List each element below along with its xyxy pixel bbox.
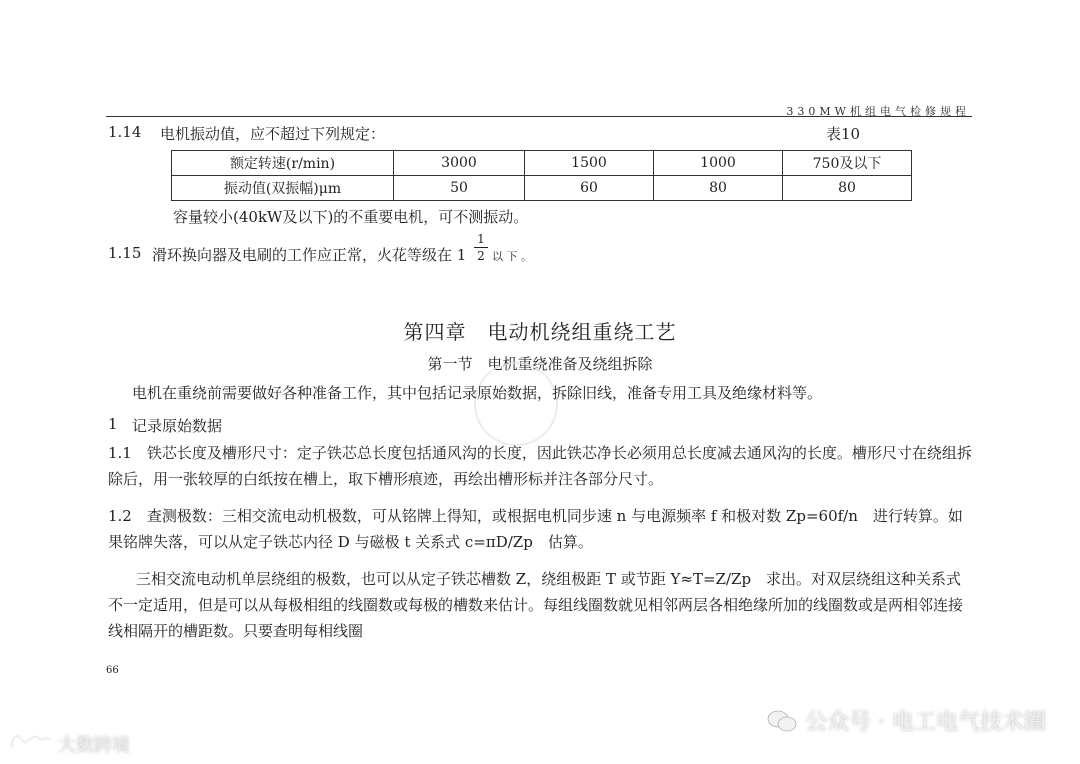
fraction-numerator: 1 [477,232,485,246]
clause-suffix-1-15: 以 下 。 [492,250,532,263]
table-cell: 额定转速(r/min) [172,151,394,176]
item-text-1-2: 查测极数：三相交流电动机极数，可从铭牌上得知，或根据电机同步速 n 与电源频率 f 和极对数 Zp=60f/n 进行转算。如果铭牌失落，可以从定子铁芯内径 D 与磁极 t 关系式 c=πD/Zp 估算。 [108,507,963,551]
watermark-stamp [474,362,558,446]
wechat-watermark-text: 公众号 · 电工电气技术圈 [805,710,1046,735]
clause-text-1-15: 滑环换向器及电刷的工作应正常，火花等级在 1 [152,246,467,264]
section-title: 第一节 电机重绕准备及绕组拆除 [427,355,653,373]
fraction-one-half [474,232,488,263]
item-1-2-paragraph [108,503,974,555]
table-cell: 750及以下 [783,151,912,176]
clause-number-1-14: 1.14 [108,123,142,141]
item-title-1: 记录原始数据 [132,417,223,435]
vibration-table [171,150,912,201]
brand-logo-icon [8,730,52,757]
fraction-denominator: 2 [477,249,485,263]
table-cell: 60 [525,176,654,201]
item-number-1-1: 1.1 [108,444,132,462]
clause-text-1-14: 电机振动值，应不超过下列规定： [160,125,386,143]
chapter-title: 第四章 电动机绕组重绕工艺 [403,320,677,344]
item-number-1-2: 1.2 [108,507,132,525]
item-text-1-1: 铁芯长度及槽形尺寸：定子铁芯总长度包括通风沟的长度，因此铁芯净长必须用总长度减去通风沟的长度。槽形尺寸在绕组拆除后，用一张较厚的白纸按在槽上，取下槽形痕迹，再绘出槽形标并注各部分尺寸。 [108,444,972,488]
fraction-bar [474,247,488,248]
single-layer-paragraph: 三相交流电动机单层绕组的极数，也可以从定子铁芯槽数 Z，绕组极距 T 或节距 Y≈T=Z/Zp 求出。对双层绕组这种关系式不一定适用，但是可以从每极相组的线圈数或每极的槽数来估计。每组线圈数就见相邻两层各相绝缘所加的线圈数或是两相邻连接线相隔开的槽距数。只要查明每相线圈 [108,570,964,640]
item-number-1: 1 [108,415,118,433]
table-cell: 1500 [525,151,654,176]
wechat-watermark [767,705,1046,736]
intro-paragraph: 电机在重绕前需要做好各种准备工作，其中包括记录原始数据，拆除旧线，准备专用工具及绝缘材料等。 [132,384,823,402]
wechat-icon [767,709,797,733]
table-cell: 振动值(双振幅)μm [172,176,394,201]
table-cell: 50 [394,176,525,201]
running-header: 330MW机组电气检修规程 [786,105,970,118]
table-cell: 80 [783,176,912,201]
note-small-motor: 容量较小(40kW及以下)的不重要电机，可不测振动。 [173,208,529,226]
table-header-row [172,151,912,176]
brand-watermark [8,730,130,757]
page-number: 66 [106,665,119,676]
table-label: 表10 [826,125,861,143]
item-1-1-paragraph [108,440,974,492]
brand-watermark-text: 大数跨境 [58,734,130,756]
clause-number-1-15: 1.15 [108,244,142,262]
table-cell: 1000 [654,151,783,176]
table-row [172,176,912,201]
table-cell: 80 [654,176,783,201]
table-cell: 3000 [394,151,525,176]
